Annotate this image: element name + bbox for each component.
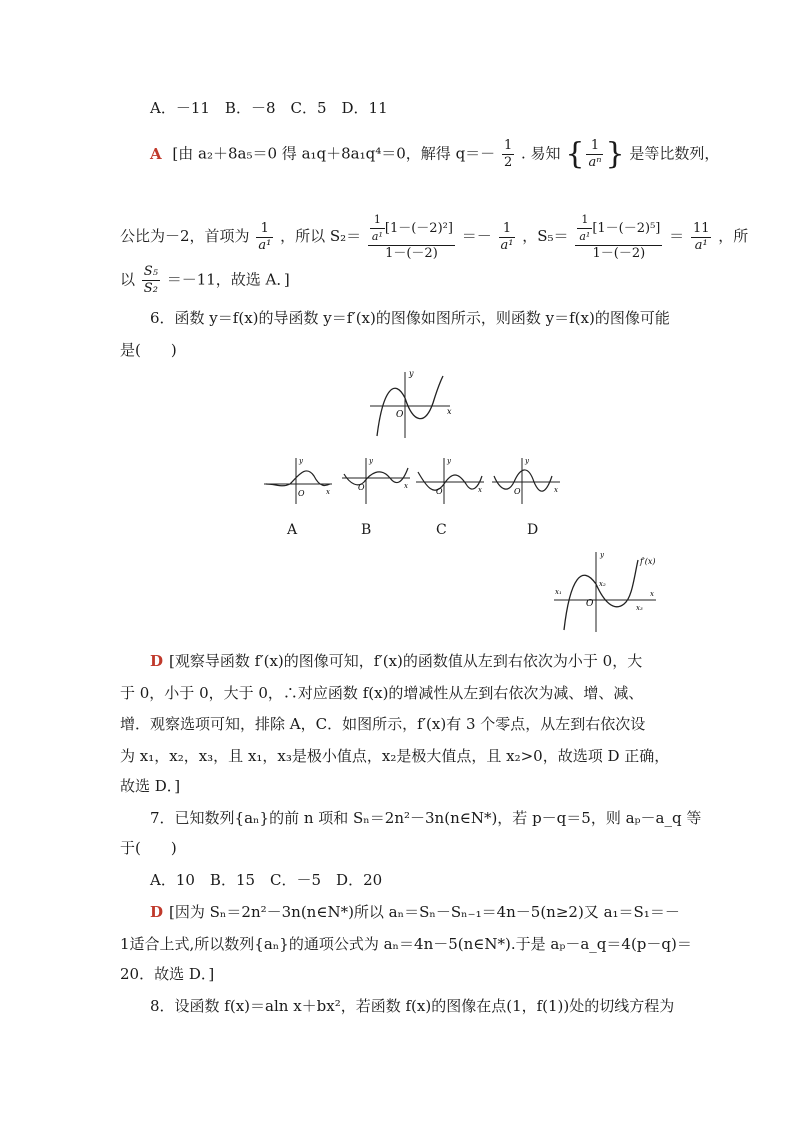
svg-text:O: O xyxy=(436,487,443,496)
q6-answer-line2: 于 0，小于 0，大于 0，∴对应函数 f(x)的增减性从左到右依次为减、增、减、 xyxy=(120,684,644,702)
fprime-label: f′(x) xyxy=(640,557,656,566)
q6-stem-line2: 是( ) xyxy=(120,341,177,359)
q6-option-c-graph xyxy=(414,454,486,506)
q6-option-a-label: A xyxy=(287,522,298,538)
q7-answer-line3: 20．故选 D．] xyxy=(120,965,215,983)
q8-stem-line1: 8．设函数 f(x)＝aln x＋bx²，若函数 f(x)的图像在点(1，f(1))处的切线方程为 xyxy=(150,997,675,1015)
q6-answer-line1: D [观察导函数 f′(x)的图像可知，f′(x)的函数值从左到右依次为小于 0，大 xyxy=(150,652,643,670)
graph-x-label: x xyxy=(447,407,452,416)
q5-half-fraction: $\frac{1}{2}$ xyxy=(503,138,513,170)
graph-origin-label: O xyxy=(396,410,404,420)
svg-text:y: y xyxy=(447,457,451,465)
q6-annotated-derivative-figure xyxy=(552,548,670,634)
q5-s2-fraction: $\frac{1}{\text{a¹}}$ [1－(－2)²] 1－(－2) xyxy=(368,212,455,262)
q6-option-a-graph xyxy=(262,454,334,506)
svg-text:y: y xyxy=(525,457,529,465)
x2-label: x₂ xyxy=(599,580,606,588)
q5-set-fraction: $\frac{1}{\text{aⁿ}}$ xyxy=(588,138,602,170)
q5-ratio-fraction: $\frac{\text{S₅}}{\text{S₂}}$ xyxy=(143,264,158,296)
q7-answer-line2: 1适合上式,所以数列{aₙ}的通项公式为 aₙ＝4n－5(n∈N*).于是 aₚ－a_q＝4(p－q)＝ xyxy=(120,935,692,953)
q6-option-c-label: C xyxy=(436,522,447,538)
q6-option-b-label: B xyxy=(361,522,372,538)
q6-option-d-graph xyxy=(490,454,562,506)
q7-options: A．10 B．15 C．－5 D．20 xyxy=(150,871,383,889)
svg-text:y: y xyxy=(299,457,303,465)
svg-text:O: O xyxy=(514,487,521,496)
svg-text:x: x xyxy=(478,486,482,494)
svg-text:O: O xyxy=(586,599,594,609)
q5-first-term-fraction: $\frac{1}{\text{a¹}}$ xyxy=(258,220,272,253)
q5-result-fraction: $\frac{11}{\text{a¹}}$ xyxy=(692,220,710,253)
svg-text:x: x xyxy=(326,488,330,496)
q6-stem-line1: 6．函数 y＝f(x)的导函数 y＝f′(x)的图像如图所示，则函数 y＝f(x)的图像可能 xyxy=(150,309,670,327)
q7-answer-line1: D [因为 Sₙ＝2n²－3n(n∈N*)所以 aₙ＝Sₙ－Sₙ₋₁＝4n－5(n≥2)又 a₁＝S₁＝－ xyxy=(150,903,680,921)
x1-label: x₁ xyxy=(555,588,562,596)
q7-stem-line1: 7．已知数列{aₙ}的前 n 项和 Sₙ＝2n²－3n(n∈N*)，若 p－q＝5，则 aₚ－a_q 等 xyxy=(150,809,702,827)
svg-text:y: y xyxy=(369,457,373,465)
q6-answer-letter: D xyxy=(150,652,164,670)
svg-text:O: O xyxy=(358,483,365,492)
graph-y-label: y xyxy=(409,369,414,378)
q5-options: A．－11 B．－8 C．5 D．11 xyxy=(150,99,388,117)
q5-ans-text-c: 是等比数列， xyxy=(629,144,720,163)
svg-text:x: x xyxy=(650,590,654,598)
q5-neg-fraction: $\frac{1}{\text{a¹}}$ xyxy=(500,220,514,253)
q5-answer-line3: 以 $\frac{\text{S₅}}{\text{S₂}}$ ＝－11，故选 A．] xyxy=(120,264,290,296)
q6-answer-line5: 故选 D．] xyxy=(120,777,181,795)
q6-option-d-label: D xyxy=(527,522,539,538)
svg-text:x: x xyxy=(404,482,408,490)
q6-option-b-graph xyxy=(340,454,412,506)
q6-answer-line4: 为 x₁，x₂，x₃，且 x₁，x₃是极小值点，x₂是极大值点，且 x₂>0，故选项 D 正确， xyxy=(120,747,670,765)
q6-answer-line3: 增．观察选项可知，排除 A，C．如图所示，f′(x)有 3 个零点，从左到右依次设 xyxy=(120,715,646,733)
q5-ans-text-b: . 易知 xyxy=(521,144,561,163)
svg-text:x: x xyxy=(554,486,558,494)
q5-answer-line2: 公比为－2，首项为 $\frac{1}{\text{a¹}}$ ，所以 S₂＝ $\frac{1}{\text{a¹}}$ [1－(－2)²] 1－(－2) ＝－ $\frac{1}{\text{a¹}}$ ，S₅＝ $\frac{1}{\text{a¹}}$ [1－(－2)⁵] 1－(－2) ＝ $\frac{11}{\text{a¹}}$ ，所 xyxy=(120,213,749,261)
q5-answer-letter: A xyxy=(150,144,162,163)
q5-ans-text-a: [由 a₂＋8a₅＝0 得 a₁q＋8a₁q⁴＝0，解得 q＝－ xyxy=(172,144,496,163)
x3-label: x₃ xyxy=(636,604,643,612)
q5-answer-line1: A [由 a₂＋8a₅＝0 得 a₁q＋8a₁q⁴＝0，解得 q＝－ $\frac{1}{2}$ . 易知 { $\frac{1}{\text{aⁿ}}$ } 是等比数列， xyxy=(150,136,720,172)
svg-text:O: O xyxy=(298,489,305,498)
q6-derivative-graph xyxy=(365,368,455,440)
q7-answer-letter: D xyxy=(150,903,164,921)
q5-s5-fraction: $\frac{1}{\text{a¹}}$ [1－(－2)⁵] 1－(－2) xyxy=(575,212,662,262)
svg-text:y: y xyxy=(600,551,604,559)
q7-stem-line2: 于( ) xyxy=(120,839,177,857)
